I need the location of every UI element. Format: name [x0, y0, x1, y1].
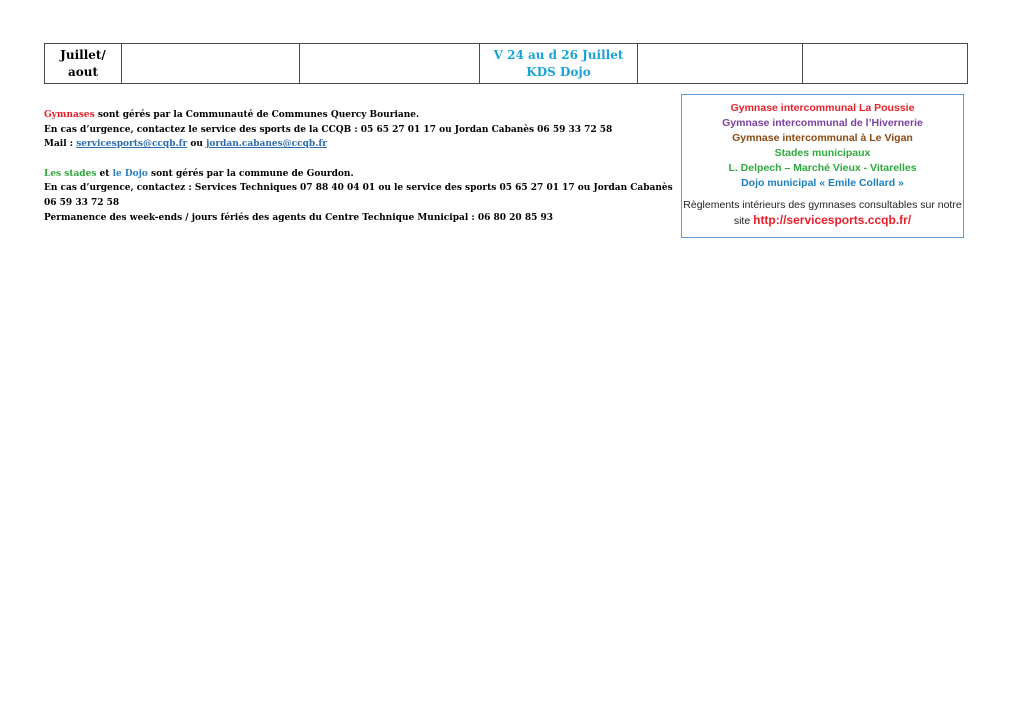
spacer: [44, 152, 674, 167]
legend-item-delpech: L. Delpech – Marché Vieux - Vitarelles: [728, 162, 917, 174]
legend-item-vigan: Gymnase intercommunal à Le Vigan: [732, 132, 913, 144]
stades-rest: sont gérés par la commune de Gourdon.: [147, 168, 354, 179]
stades-note: [44, 167, 674, 182]
legend-item-poussie: Gymnase intercommunal La Poussie: [730, 102, 915, 114]
legend-item-stades: Stades municipaux: [774, 147, 871, 159]
mail-line: [44, 137, 674, 152]
rules-text: Règlements intérieurs des gymnases consultables sur notre site: [683, 199, 962, 227]
gymnases-rest: sont gérés par la Communauté de Communes Quercy Bouriane.: [94, 110, 420, 120]
contact-notes: [44, 108, 674, 225]
site-link[interactable]: http://servicesports.ccqb.fr/: [753, 213, 912, 227]
month-cell: [45, 44, 122, 84]
event-name: KDS Dojo: [526, 64, 591, 79]
gymnases-word: Gymnases: [44, 110, 95, 120]
schedule-table: [44, 43, 968, 84]
month-label: Juillet/ aout: [60, 47, 106, 79]
mail-label: Mail :: [44, 139, 77, 150]
dojo-word: le Dojo: [112, 168, 148, 179]
venue-legend: [681, 94, 964, 238]
empty-cell: [638, 44, 803, 84]
rules-note: [682, 198, 963, 229]
mail-link-servicesports[interactable]: servicesports@ccqb.fr: [76, 139, 188, 150]
mail-link-jordan[interactable]: jordan.cabanes@ccqb.fr: [206, 139, 327, 150]
empty-cell: [122, 44, 300, 84]
legend-item-hivernerie: Gymnase intercommunal de l’Hivernerie: [722, 117, 923, 129]
mail-or: ou: [187, 139, 207, 150]
gymnases-note: [44, 108, 674, 123]
table-row: [45, 44, 968, 84]
event-dates: V 24 au d 26 Juillet: [493, 47, 624, 62]
legend-item-dojo: Dojo municipal « Emile Collard »: [741, 177, 904, 189]
urgence-ccqb: En cas d’urgence, contactez le service des sports de la CCQB : 05 65 27 01 17 ou Jordan Cabanès 06 59 33 72 58: [44, 124, 613, 135]
urgence-ville: En cas d’urgence, contactez : Services Techniques 07 88 40 04 01 ou le service des sports 05 65 27 01 17 ou Jordan Cabanès 06 59 33 72 58: [44, 183, 673, 208]
event-cell: [480, 44, 638, 84]
empty-cell: [300, 44, 480, 84]
stades-word: Les stades: [44, 168, 97, 179]
et-word: et: [96, 168, 113, 179]
empty-cell: [803, 44, 968, 84]
permanence-note: Permanence des week-ends / jours fériés des agents du Centre Technique Municipal : 06 80 20 85 93: [44, 212, 553, 223]
